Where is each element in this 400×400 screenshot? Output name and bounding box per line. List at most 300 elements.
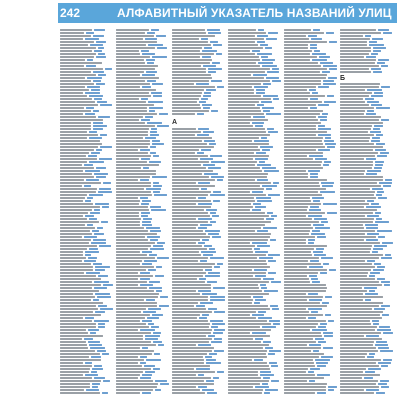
street-entry-name (172, 152, 195, 154)
street-entry-name (172, 179, 215, 181)
street-entry-pages (98, 323, 105, 325)
street-entry-name (340, 104, 369, 106)
street-entry-pages (198, 242, 205, 244)
street-entry-name (284, 125, 316, 127)
street-entry-name (116, 386, 157, 388)
street-entry-name (340, 305, 379, 307)
street-entry-name (284, 143, 323, 145)
street-entry-name (116, 239, 148, 241)
street-entry-pages (89, 218, 97, 220)
street-entry-name (284, 59, 310, 61)
street-entry-name (60, 359, 101, 361)
street-entry-name (172, 263, 215, 265)
street-entry-name (60, 356, 89, 358)
street-entry-pages (263, 227, 277, 229)
street-entry-pages (255, 158, 268, 160)
street-entry-pages (210, 320, 223, 322)
street-entry-pages (93, 125, 107, 127)
street-entry-name (284, 368, 308, 370)
street-entry-pages (201, 149, 211, 151)
street-entry-name (340, 44, 367, 46)
street-entry-name (60, 227, 95, 229)
street-entry-name (340, 374, 380, 376)
street-entry-name (116, 35, 154, 37)
street-entry-pages (375, 161, 384, 163)
street-entry-name (60, 92, 83, 94)
street-entry-pages (366, 158, 376, 160)
street-entry-pages (381, 281, 390, 283)
street-entry-pages (383, 359, 392, 361)
street-entry-name (172, 347, 214, 349)
street-entry-pages (154, 353, 160, 355)
street-entry-pages (375, 149, 386, 151)
street-entry-pages (212, 323, 225, 325)
street-entry-pages (94, 377, 105, 379)
street-entry-pages (308, 35, 317, 37)
street-entry-pages (372, 251, 378, 253)
street-entry-name (284, 332, 321, 334)
street-entry-pages (308, 239, 315, 241)
street-entry-pages (320, 272, 327, 274)
street-entry-name (284, 56, 317, 58)
street-entry-name (228, 71, 265, 73)
street-entry-name (172, 92, 202, 94)
street-entry-name (340, 353, 367, 355)
street-entry-pages (86, 389, 99, 391)
street-entry-name (172, 38, 199, 40)
street-entry-pages (87, 59, 93, 61)
street-entry-pages (383, 185, 391, 187)
street-entry-pages (364, 287, 377, 289)
street-entry-name (116, 314, 150, 316)
street-entry-name (116, 71, 144, 73)
street-entry-name (172, 185, 215, 187)
street-entry-name (284, 104, 316, 106)
street-entry-pages (150, 134, 159, 136)
street-entry-pages (153, 191, 160, 193)
street-entry-name (116, 65, 158, 67)
street-entry-pages (210, 212, 216, 214)
street-entry-pages (255, 125, 263, 127)
street-entry-pages (263, 110, 270, 112)
section-letter: Б (340, 75, 346, 82)
street-entry-name (228, 35, 255, 37)
street-entry-name (172, 212, 208, 214)
street-entry-name (60, 239, 91, 241)
street-entry-name (284, 41, 327, 43)
street-entry-pages (207, 29, 220, 31)
street-entry-pages (152, 83, 163, 85)
street-entry-name (340, 383, 376, 385)
street-entry-pages (206, 359, 216, 361)
street-entry-name (60, 350, 95, 352)
street-entry-pages (378, 236, 385, 238)
street-entry-pages (309, 380, 315, 382)
street-entry-pages (312, 59, 327, 61)
street-entry-pages (263, 278, 274, 280)
street-entry-name (340, 377, 362, 379)
street-entry-name (340, 236, 376, 238)
street-entry-pages (201, 251, 216, 253)
street-entry-name (60, 383, 90, 385)
street-entry-pages (268, 353, 275, 355)
street-entry-pages (98, 305, 107, 307)
street-entry-name (172, 56, 200, 58)
street-entry-pages (148, 269, 156, 271)
street-entry-pages (367, 260, 375, 262)
street-entry-pages (151, 326, 159, 328)
street-entry-pages (371, 104, 382, 106)
street-entry-name (228, 137, 259, 139)
street-entry-pages (375, 212, 381, 214)
street-entry-name (284, 377, 324, 379)
street-entry-pages (366, 206, 381, 208)
street-entry-pages (315, 338, 324, 340)
street-entry-pages (262, 326, 276, 328)
street-entry-name (228, 347, 263, 349)
street-entry-pages (308, 317, 316, 319)
street-entry-name (60, 140, 100, 142)
street-entry-pages (310, 176, 318, 178)
street-entry-pages (97, 350, 106, 352)
street-entry-name (228, 92, 254, 94)
street-entry-pages (311, 233, 325, 235)
street-entry-name (228, 185, 260, 187)
street-entry-pages (315, 359, 330, 361)
street-entry-pages (259, 257, 273, 259)
street-entry-name (340, 191, 375, 193)
street-entry-pages (87, 197, 93, 199)
street-entry-name (116, 68, 155, 70)
street-entry-name (116, 206, 148, 208)
street-entry-pages (380, 152, 389, 154)
street-entry-name (228, 236, 270, 238)
street-entry-name (340, 101, 365, 103)
street-entry-name (284, 269, 327, 271)
street-entry-pages (145, 38, 157, 40)
street-entry-name (60, 329, 86, 331)
street-entry-name (60, 50, 92, 52)
street-entry-pages (212, 236, 221, 238)
street-entry-name (340, 263, 372, 265)
street-entry-name (340, 218, 374, 220)
street-entry-name (60, 113, 83, 115)
street-entry-name (116, 323, 146, 325)
street-entry-name (284, 365, 315, 367)
street-entry-pages (92, 368, 103, 370)
street-entry-name (172, 218, 196, 220)
street-entry-name (284, 122, 321, 124)
street-entry-pages (85, 92, 100, 94)
street-entry-pages (322, 185, 333, 187)
street-entry-pages (259, 161, 265, 163)
street-entry-name (340, 119, 379, 121)
street-entry-pages (213, 191, 221, 193)
street-entry-pages (313, 251, 323, 253)
street-entry-name (340, 281, 379, 283)
index-column-3 (172, 27, 228, 395)
street-entry-name (172, 356, 203, 358)
street-entry-name (116, 218, 141, 220)
street-entry-name (228, 158, 253, 160)
street-entry-name (172, 269, 203, 271)
street-entry-pages (150, 230, 161, 232)
street-entry-pages (374, 245, 387, 247)
street-entry-pages (381, 386, 389, 388)
street-entry-pages (90, 347, 105, 349)
street-entry-name (172, 293, 200, 295)
street-entry-name (60, 380, 101, 382)
street-entry-name (60, 119, 103, 121)
street-entry-name (116, 176, 150, 178)
street-entry-name (340, 356, 365, 358)
street-entry-name (116, 374, 140, 376)
street-entry-pages (380, 350, 393, 352)
street-entry-name (284, 239, 306, 241)
street-entry-name (116, 365, 142, 367)
street-entry-pages (210, 299, 225, 301)
street-entry-pages (86, 65, 96, 67)
street-entry-name (228, 173, 268, 175)
street-entry-name (228, 269, 252, 271)
street-entry-name (172, 101, 197, 103)
street-entry-pages (159, 113, 168, 115)
street-entry-pages (103, 284, 113, 286)
street-entry-pages (324, 335, 333, 337)
street-entry-pages (323, 65, 337, 67)
street-entry-pages (268, 272, 276, 274)
street-entry-pages (272, 308, 279, 310)
street-entry-name (172, 335, 206, 337)
street-entry-pages (252, 122, 264, 124)
street-entry-pages (268, 131, 278, 133)
street-entry-pages (93, 263, 102, 265)
street-entry-pages (381, 305, 390, 307)
street-entry-pages (315, 227, 330, 229)
street-entry-pages (314, 254, 326, 256)
street-entry-pages (202, 293, 217, 295)
street-entry-name (284, 350, 311, 352)
street-entry-name (60, 206, 100, 208)
street-entry-pages (153, 155, 159, 157)
street-entry-name (172, 68, 206, 70)
street-entry-pages (217, 263, 223, 265)
street-entry-name (172, 29, 205, 31)
street-entry-pages (366, 227, 378, 229)
index-column-5 (284, 27, 340, 395)
street-entry-name (60, 98, 92, 100)
street-entry-name (228, 59, 260, 61)
street-entry-name (340, 224, 363, 226)
street-entry-name (172, 221, 208, 223)
street-entry-name (172, 41, 208, 43)
street-entry-name (60, 269, 93, 271)
street-entry-name (116, 341, 151, 343)
street-entry-pages (95, 266, 110, 268)
street-entry-name (172, 302, 198, 304)
street-entry-name (228, 152, 254, 154)
street-entry-name (172, 176, 209, 178)
street-entry-name (116, 59, 144, 61)
street-entry-name (228, 116, 251, 118)
street-entry-name (228, 335, 270, 337)
street-entry-pages (146, 359, 161, 361)
street-entry-pages (142, 53, 155, 55)
street-entry-pages (256, 89, 265, 91)
street-entry-pages (257, 200, 272, 202)
street-entry-name (116, 134, 148, 136)
street-entry-name (340, 344, 373, 346)
street-entry-name (284, 185, 320, 187)
street-entry-name (172, 62, 210, 64)
street-entry-name (60, 80, 91, 82)
street-entry-name (228, 80, 270, 82)
street-entry-pages (318, 326, 326, 328)
street-entry-pages (209, 143, 216, 145)
street-entry-pages (157, 257, 169, 259)
street-entry-pages (151, 128, 157, 130)
street-entry-pages (323, 164, 329, 166)
street-entry-name (284, 356, 319, 358)
street-entry-pages (211, 326, 218, 328)
street-entry-pages (308, 371, 314, 373)
street-entry-pages (214, 350, 224, 352)
street-entry-name (228, 83, 261, 85)
street-entry-name (284, 374, 315, 376)
street-entry-name (60, 296, 95, 298)
street-entry-pages (210, 296, 225, 298)
street-entry-name (172, 275, 203, 277)
street-entry-name (228, 134, 270, 136)
street-entry-pages (206, 380, 214, 382)
street-entry-name (340, 110, 365, 112)
street-entry-pages (211, 80, 222, 82)
street-entry-pages (323, 83, 336, 85)
street-entry-name (60, 68, 103, 70)
street-entry-name (340, 35, 363, 37)
street-entry-name (172, 323, 210, 325)
street-entry-pages (84, 236, 97, 238)
street-entry-name (340, 212, 373, 214)
street-entry-pages (204, 245, 212, 247)
street-entry-name (172, 272, 206, 274)
street-entry-name (116, 254, 147, 256)
street-entry-pages (381, 119, 389, 121)
street-entry-name (228, 359, 252, 361)
street-entry-name (340, 134, 374, 136)
street-entry-name (116, 74, 140, 76)
street-entry-name (116, 107, 147, 109)
street-entry-pages (254, 86, 268, 88)
street-entry-pages (93, 71, 104, 73)
street-entry-pages (318, 104, 329, 106)
street-entry-name (60, 194, 87, 196)
street-entry-name (284, 317, 306, 319)
street-entry-pages (324, 140, 334, 142)
street-entry-pages (253, 203, 261, 205)
street-entry-name (228, 338, 253, 340)
street-entry-name (340, 308, 372, 310)
street-entry-name (172, 245, 202, 247)
street-entry-name (340, 137, 370, 139)
street-entry-pages (309, 266, 323, 268)
street-entry-name (284, 98, 308, 100)
street-entry-pages (312, 197, 324, 199)
street-entry-name (172, 359, 204, 361)
street-entry-pages (257, 230, 268, 232)
street-entry-name (60, 233, 92, 235)
street-entry-name (284, 329, 310, 331)
street-entry-name (284, 215, 306, 217)
street-entry-name (284, 113, 320, 115)
street-entry-pages (327, 212, 337, 214)
street-entry-pages (85, 254, 91, 256)
index-column-4 (228, 27, 284, 395)
street-entry-name (228, 146, 258, 148)
street-entry-name (340, 188, 370, 190)
street-entry-name (116, 155, 151, 157)
street-entry-name (228, 161, 257, 163)
street-entry-pages (212, 62, 220, 64)
street-entry-pages (313, 224, 324, 226)
street-entry-pages (157, 125, 169, 127)
street-entry-pages (149, 281, 160, 283)
street-entry-pages (90, 212, 100, 214)
street-entry-pages (267, 128, 274, 130)
street-entry-name (228, 293, 269, 295)
street-entry-name (228, 65, 260, 67)
street-entry-pages (323, 347, 333, 349)
street-entry-name (172, 311, 212, 313)
street-entry-name (172, 203, 196, 205)
street-entry-pages (92, 383, 100, 385)
street-entry-name (116, 62, 145, 64)
street-entry-pages (379, 326, 390, 328)
street-entry-name (284, 230, 310, 232)
street-entry-pages (321, 182, 334, 184)
street-entry-name (60, 158, 97, 160)
street-entry-name (172, 164, 201, 166)
street-entry-pages (204, 173, 218, 175)
street-entry-pages (322, 302, 329, 304)
street-entry-name (116, 152, 148, 154)
street-entry-name (172, 239, 200, 241)
street-entry-pages (270, 239, 276, 241)
street-entry-name (60, 107, 84, 109)
street-entry-pages (373, 47, 386, 49)
street-entry-name (284, 179, 327, 181)
street-entry-name (284, 344, 307, 346)
street-entry-pages (213, 44, 222, 46)
street-entry-name (116, 284, 138, 286)
street-entry-name (60, 215, 83, 217)
street-entry-pages (208, 308, 217, 310)
street-entry-name (228, 170, 262, 172)
street-entry-pages (268, 254, 280, 256)
street-entry-name (172, 296, 208, 298)
street-entry-name (340, 266, 375, 268)
street-entry-pages (100, 146, 112, 148)
street-entry-name (172, 278, 197, 280)
street-entry-name (284, 149, 316, 151)
index-column-1 (60, 27, 116, 395)
street-entry-name (60, 362, 83, 364)
street-entry-pages (321, 257, 333, 259)
street-entry-pages (203, 65, 216, 67)
street-entry-name (340, 203, 369, 205)
street-entry-name (228, 365, 269, 367)
street-entry-pages (98, 53, 105, 55)
